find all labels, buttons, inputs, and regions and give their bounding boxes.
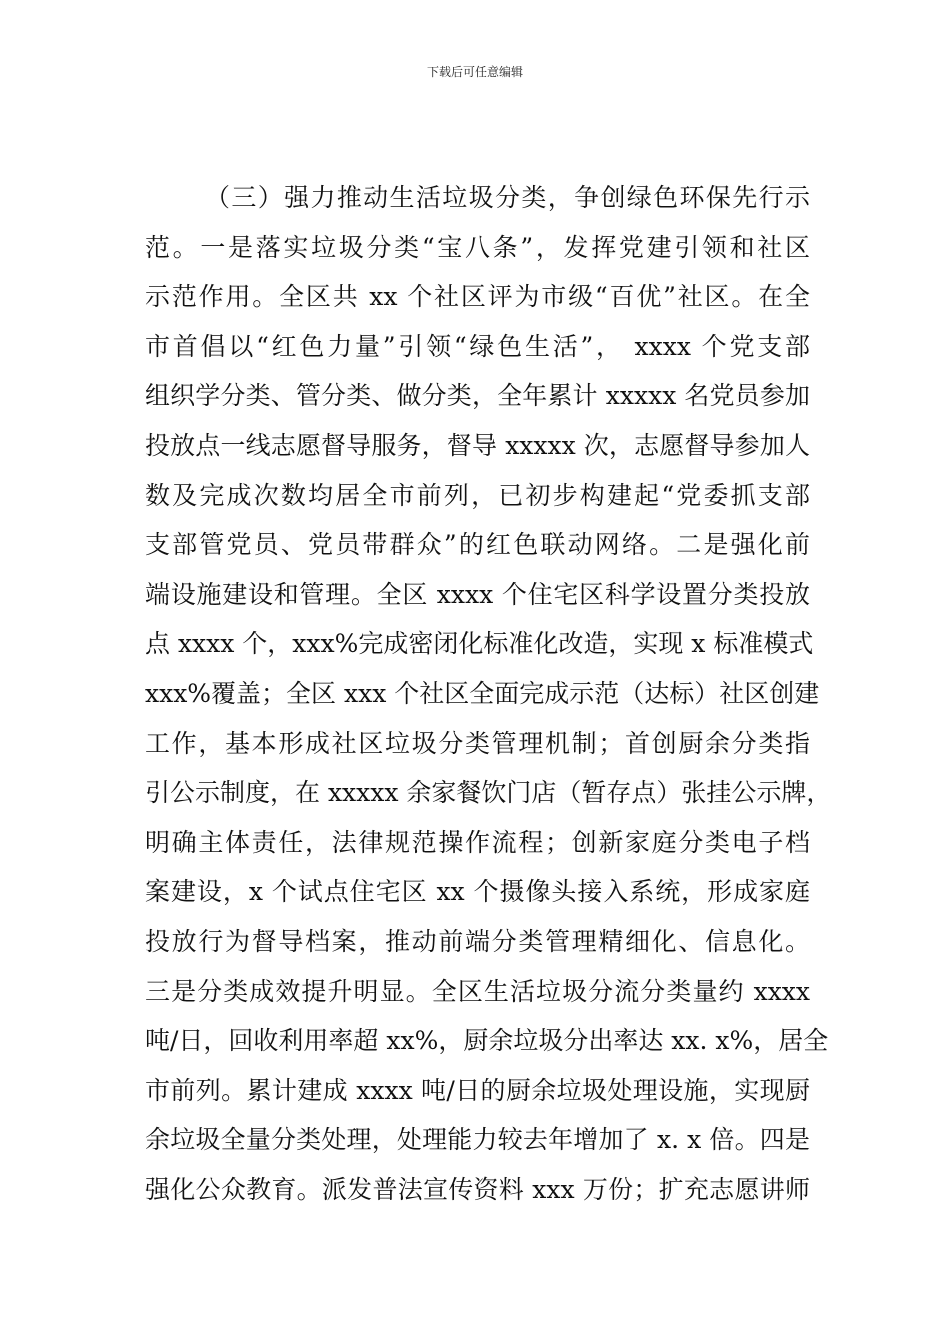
paragraph-line: 引公示制度，在 xxxxx 余家餐饮门店（暂存点）张挂公示牌， [145,778,832,808]
paragraph-line: 三是分类成效提升明显。全区生活垃圾分流分类量约 xxxx [145,976,810,1006]
paragraph-line: 余垃圾全量分类处理，处理能力较去年增加了 x. x 倍。四是 [145,1125,810,1155]
paragraph-line: 范。一是落实垃圾分类“宝八条”，发挥党建引领和社区 [145,232,810,262]
paragraph-line: 数及完成次数均居全市前列，已初步构建起“党委抓支部 [145,480,810,510]
paragraph-line: 强化公众教育。派发普法宣传资料 xxx 万份；扩充志愿讲师 [145,1174,810,1204]
paragraph-line: 投放行为督导档案，推动前端分类管理精细化、信息化。 [145,926,810,956]
paragraph-line: 组织学分类、管分类、做分类，全年累计 xxxxx 名党员参加 [145,381,810,411]
paragraph-line: 投放点一线志愿督导服务，督导 xxxxx 次，志愿督导参加人 [145,430,810,460]
paragraph-line: 市前列。累计建成 xxxx 吨/日的厨余垃圾处理设施，实现厨 [145,1075,810,1105]
paragraph-line: 示范作用。全区共 xx 个社区评为市级“百优”社区。在全 [145,282,810,312]
paragraph-line: 吨/日，回收利用率超 xx%，厨余垃圾分出率达 xx. x%，居全 [145,1026,829,1056]
paragraph-line: 点 xxxx 个，xxx%完成密闭化标准化改造，实现 x 标准模式 [145,629,814,659]
paragraph-line: xxx%覆盖；全区 xxx 个社区全面完成示范（达标）社区创建 [145,678,820,708]
page-header-note: 下载后可任意编辑 [426,65,523,79]
document-body [145,173,832,1214]
paragraph-line: 支部管党员、党员带群众”的红色联动网络。二是强化前 [145,530,810,560]
paragraph-line: 工作，基本形成社区垃圾分类管理机制；首创厨余分类指 [145,728,810,758]
paragraph-line: 案建设，x 个试点住宅区 xx 个摄像头接入系统，形成家庭 [145,877,810,907]
paragraph-line: 市首倡以“红色力量”引领“绿色生活”， xxxx 个党支部 [145,331,810,361]
paragraph-line: 端设施建设和管理。全区 xxxx 个住宅区科学设置分类投放 [145,579,810,609]
paragraph-line: 明确主体责任，法律规范操作流程；创新家庭分类电子档 [145,827,810,857]
paragraph-line: （三）强力推动生活垃圾分类，争创绿色环保先行示 [205,183,810,212]
